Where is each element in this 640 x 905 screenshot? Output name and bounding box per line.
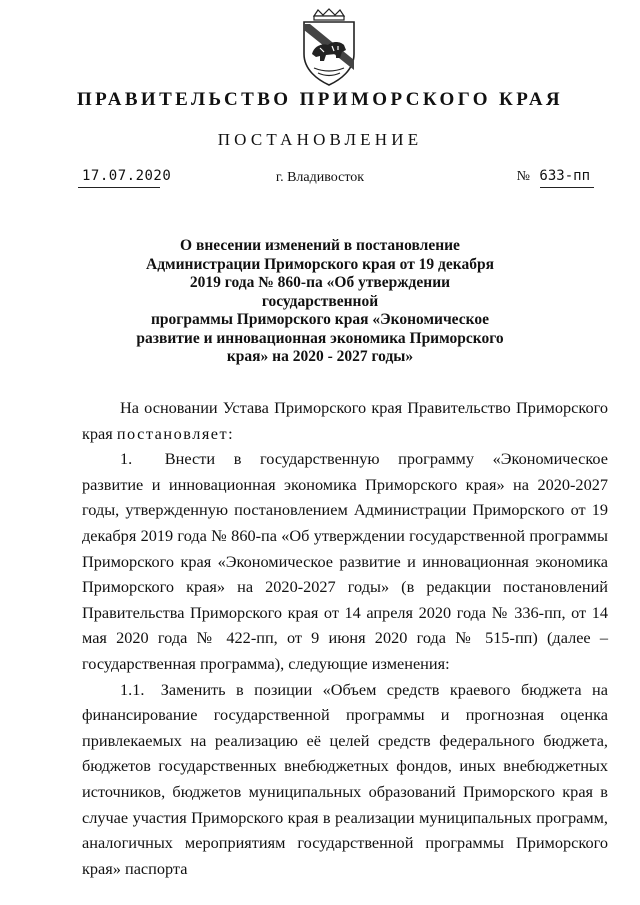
item-1-paragraph: 1. Внести в государственную программу «Экономическое развитие и инновационная экономика Приморского края» на 2020-2027 годы, утвержденную постановлением Администрации Приморского от 19 декабря 2019 года № 860-па «Об утверждении государственной программы Приморского края «Экономическое развитие и инновационная экономика Приморского края» на 2020-2027 годы» (в редакции постановлений Правительства Приморского края от 14 апреля 2020 года № 336-пп, от 14 мая 2020 года № 422-пп, от 9 июня 2020 года № 515-пп) (далее – государственная программа), следующие изменения: [82, 449, 608, 673]
subject-line: развитие и инновационная экономика Приморского [136, 329, 504, 347]
government-title: ПРАВИТЕЛЬСТВО ПРИМОРСКОГО КРАЯ [76, 89, 564, 110]
preamble-paragraph [82, 395, 608, 446]
preamble-text: На основании Устава Приморского края Правительство Приморского края [82, 398, 608, 443]
subject-line: программы Приморского края «Экономическое [151, 311, 489, 328]
preamble-colon: : [228, 423, 233, 443]
document-date: 17.07.2020 [82, 168, 172, 184]
number-underline [540, 187, 594, 188]
resolves-word: постановляет [116, 423, 229, 443]
document-body [82, 395, 608, 881]
number-value: 633-пп [539, 168, 590, 184]
number-sign: № [516, 169, 530, 184]
subject-line: края» на 2020 - 2027 годы» [226, 348, 414, 365]
subject-line: 2019 года № 860-па «Об утверждении государственной [189, 274, 451, 310]
subject-line: О внесении изменений в постановление [180, 237, 460, 254]
document-type: ПОСТАНОВЛЕНИЕ [217, 130, 423, 149]
item-1-1-paragraph: 1.1. Заменить в позиции «Объем средств краевого бюджета на финансирование государственной программы и прогнозная оценка привлекаемых на реализацию её целей средств федерального бюджета, бюджетов государственных внебюджетных фондов, иных внебюджетных источников, бюджетов муниципальных образований Приморского края в случае участия Приморского края в реализации муниципальных программ, аналогичных мероприятиям государственной программы Приморского края» паспорта [82, 679, 608, 878]
coat-of-arms-icon [296, 8, 362, 88]
document-city: г. Владивосток [275, 170, 365, 185]
document-number [517, 168, 590, 185]
subject-line: Администрации Приморского края от 19 декабря [146, 255, 494, 273]
date-underline [78, 187, 160, 188]
document-subject [130, 237, 510, 367]
